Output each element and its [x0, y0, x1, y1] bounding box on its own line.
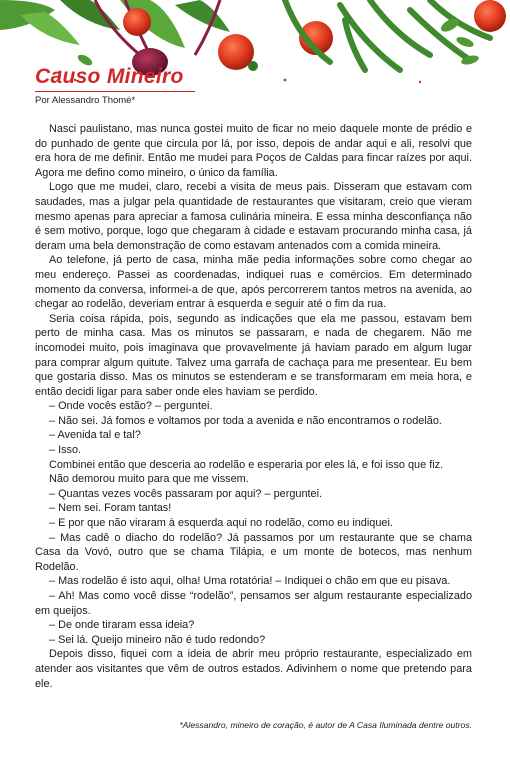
dialogue-line: – Mas rodelão é isto aqui, olha! Uma rotatória! – Indiquei o chão em que eu pisava.	[49, 575, 451, 588]
tomato-right-2	[474, 0, 506, 32]
dialogue-line: – Mas cadê o diacho do rodelão? Já passamos por um restaurante que se chama Casa da Vovó, outro que se chama Tilápia, e um monte de botecos, mas nenhum Rodelão.	[35, 531, 472, 573]
paragraph: Ao telefone, já perto de casa, minha mãe pedia informações sobre como chegar ao meu endereço. Passei as coordenadas, indiquei ruas e comércios. Em determinado momento da conversa, informei-a de que, após percorrerem tantos metros na avenida, ao chegar ao rodelão, deveriam entrar à esquerda e seguir até o fim da rua.	[35, 254, 472, 311]
dialogue-line: – Não sei. Já fomos e voltamos por toda a avenida e não encontramos o rodelão.	[49, 414, 442, 427]
dialogue-line: – Sei lá. Queijo mineiro não é tudo redondo?	[49, 633, 266, 646]
author-footnote: *Alessandro, mineiro de coração, é autor de A Casa Iluminada dentre outros.	[179, 720, 472, 730]
dialogue-line: – E por que não viraram à esquerda aqui no rodelão, como eu indiquei.	[49, 517, 393, 530]
author-byline: Por Alessandro Thomé*	[35, 95, 136, 106]
page-title: Causo Mineiro	[35, 65, 184, 88]
paragraph: Nasci paulistano, mas nunca gostei muito de ficar no meio daquele monte de prédio e do punhado de gente que circula por lá, por isso, depois de andar aqui e ali, resolvi que era hora de me definir. Então me mudei para Poços de Caldas para fincar raízes por aqui. Agora me defino como mineiro, o único da família.	[35, 123, 472, 179]
dialogue-line: – De onde tiraram essa ideia?	[49, 619, 195, 632]
dialogue-line: – Quantas vezes vocês passaram por aqui? – perguntei.	[49, 487, 323, 500]
dialogue-line: – Avenida tal e tal?	[49, 429, 141, 442]
dialogue-line: – Ah! Mas como você disse “rodelão”, pensamos ser algum restaurante especializado em queijos.	[35, 590, 472, 617]
dialogue-line: – Isso.	[49, 444, 82, 457]
paragraph: Logo que me mudei, claro, recebi a visita de meus pais. Disseram que estavam com saudades, mas a julgar pela quantidade de restaurantes que visitaram, creio que vieram mesmo apenas para apreciar a famosa culinária mineira. E essa minha desconfiança não é sem motivo, porque, logo que chegaram à cidade e estavam procurando minha casa, já deram uma bela demonstração de como estavam antenados com a comida mineira.	[35, 181, 472, 252]
article-body	[35, 122, 472, 691]
dialogue-line: – Nem sei. Foram tantas!	[49, 502, 172, 515]
paragraph: Seria coisa rápida, pois, segundo as indicações que ela me passou, estavam bem perto de minha casa. Mas os minutos se passaram, e nada de chegarem. Não me incomodei muito, pois imaginava que provavelmente já haviam parado em algum lugar para comprar algum quitute. Talvez uma garrafa de cachaça para me presentear. Eu bem que gostaria disso. Mas os minutos se estenderam e se transformaram em meia hora, e então decidi ligar para saber onde eles haviam se perdido.	[35, 312, 472, 398]
paragraph: Combinei então que desceria ao rodelão e esperaria por eles lá, e foi isso que fiz.	[49, 458, 444, 471]
title-underline	[35, 91, 195, 92]
paragraph: Não demorou muito para que me vissem.	[49, 473, 249, 486]
paragraph: Depois disso, fiquei com a ideia de abrir meu próprio restaurante, especializado em atender aos visitantes que vêm de outros estados. Adivinhem o nome que pretendo para ele.	[35, 648, 472, 690]
tomato-small-left	[123, 8, 151, 36]
dialogue-line: – Onde vocês estão? – perguntei.	[49, 400, 213, 413]
